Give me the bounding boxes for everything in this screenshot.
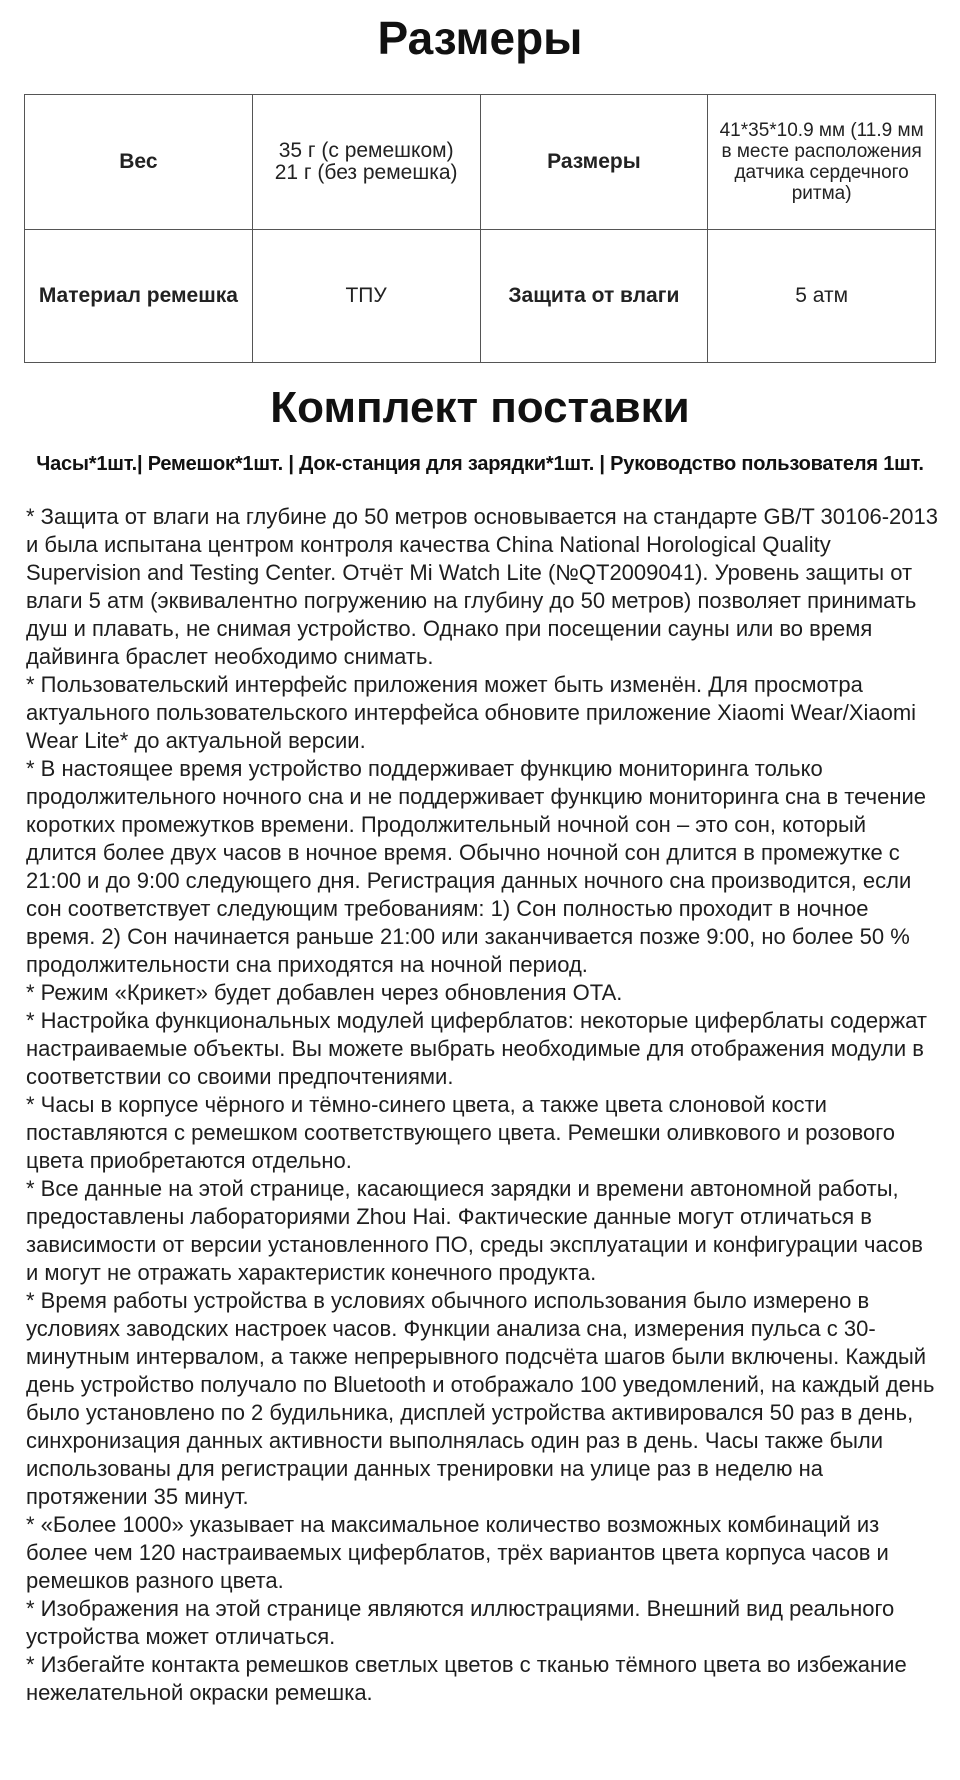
kit-contents: Часы*1шт.| Ремешок*1шт. | Док-станция для зарядки*1шт. | Руководство пользователя 1шт. <box>36 453 924 475</box>
footnote: * Изображения на этой странице являются иллюстрациями. Внешний вид реального устройства может отличаться. <box>26 1596 895 1649</box>
kit-title: Комплект поставки <box>270 383 690 432</box>
footnote: * «Более 1000» указывает на максимальное количество возможных комбинаций из более чем 120 настраиваемых циферблатов, трёх вариантов цвета корпуса часов и ремешков разного цвета. <box>26 1512 889 1593</box>
dimensions-value: 41*35*10.9 мм (11.9 мм в месте расположения датчика сердечного ритма) <box>708 95 936 230</box>
footnote: * Режим «Крикет» будет добавлен через обновления OTA. <box>26 980 623 1005</box>
weight-without-strap: 21 г (без ремешка) <box>274 161 458 184</box>
footnote: * В настоящее время устройство поддерживает функцию мониторинга только продолжительного ночного сна и не поддерживает функцию мониторинга сна в течение коротких промежутков времени. Продолжительный ночной сон – это сон, который длится более двух часов в ночное время. Обычно ночной сон длится в промежутке с 21:00 и до 9:00 следующего дня. Регистрация данных ночного сна производится, если сон соответствует следующим требованиям: 1) Сон полностью проходит в ночное время. 2) Сон начинается раньше 21:00 или заканчивается позже 9:00, но более 50 % продолжительности сна приходятся на ночной период. <box>26 756 927 977</box>
weight-label: Вес <box>25 95 253 230</box>
weight-value <box>252 95 480 230</box>
footnote: * Настройка функциональных модулей циферблатов: некоторые циферблаты содержат настраиваемые объекты. Вы можете выбрать необходимые для отображения модули в соответствии со своими предпочтениями. <box>26 1008 927 1089</box>
strap-material-label: Материал ремешка <box>25 230 253 363</box>
specs-table <box>24 94 936 363</box>
strap-material-value: ТПУ <box>252 230 480 363</box>
footnote: * Пользовательский интерфейс приложения может быть изменён. Для просмотра актуального пользовательского интерфейса обновите приложение Xiaomi Wear/Xiaomi Wear Lite* до актуальной версии. <box>26 672 917 753</box>
water-resistance-label: Защита от влаги <box>480 230 708 363</box>
footnote: * Защита от влаги на глубине до 50 метров основывается на стандарте GB/T 30106-2013 и была испытана центром контроля качества China National Horological Quality Supervision and Testing Center. Отчёт Mi Watch Lite (№QT2009041). Уровень защиты от влаги 5 атм (эквивалентно погружению на глубину до 50 метров) позволяет принимать душ и плавать, не снимая устройство. Однако при посещении сауны или во время дайвинга браслет необходимо снимать. <box>26 504 939 669</box>
footnote: * Избегайте контакта ремешков светлых цветов с тканью тёмного цвета во избежание нежелательной окраски ремешка. <box>26 1652 907 1705</box>
footnotes <box>26 503 940 1707</box>
table-row <box>25 95 936 230</box>
water-resistance-value: 5 атм <box>708 230 936 363</box>
footnote: * Все данные на этой странице, касающиеся зарядки и времени автономной работы, предоставлены лабораториями Zhou Hai. Фактические данные могут отличаться в зависимости от версии установленного ПО, среды эксплуатации и конфигурации часов и могут не отражать характеристик конечного продукта. <box>26 1176 923 1285</box>
footnote: * Время работы устройства в условиях обычного использования было измерено в условиях заводских настроек часов. Функции анализа сна, измерения пульса с 30-минутным интервалом, а также непрерывного подсчёта шагов были включены. Каждый день устройство получало по Bluetooth и отображало 100 уведомлений, на каждый день было установлено по 2 будильника, дисплей устройства активировался 50 раз в день, синхронизация данных активности выполнялась один раз в день. Часы также были использованы для регистрации данных тренировки на улице раз в неделю на протяжении 35 минут. <box>26 1288 935 1509</box>
dimensions-label: Размеры <box>480 95 708 230</box>
weight-with-strap: 35 г (с ремешком) <box>278 139 454 162</box>
footnote: * Часы в корпусе чёрного и тёмно-синего цвета, а также цвета слоновой кости поставляются с ремешком соответствующего цвета. Ремешки оливкового и розового цвета приобретаются отдельно. <box>26 1092 895 1173</box>
table-row <box>25 230 936 363</box>
sizes-title: Размеры <box>377 12 583 64</box>
